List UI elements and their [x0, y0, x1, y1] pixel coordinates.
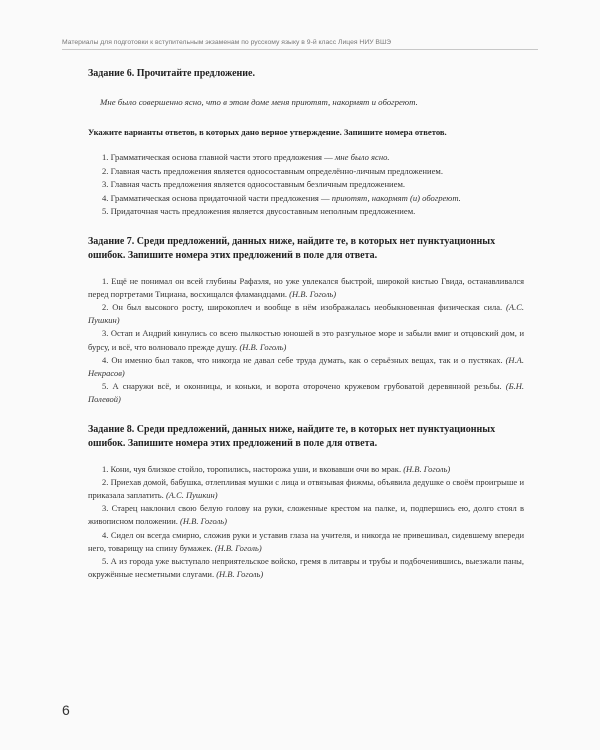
- task6-instruction: Укажите варианты ответов, в которых дано верное утверждение. Запишите номера ответов.: [88, 127, 447, 137]
- task7-sentence-2: 2. Он был высокого росту, широкоплеч и вообще в нём изображалась необыкновенная физическая сила. (А.С. Пушкин): [88, 301, 524, 326]
- task8-sentence-1: 1. Кони, чуя близкое стойло, торопились, насторожа уши, и вковавши очи во мрак. (Н.В. Гоголь): [102, 463, 451, 474]
- task6-option-4: 4. Грамматическая основа придаточной части предложения — приютят, накормят (и) обогреют.: [102, 192, 461, 203]
- task6-options: [88, 151, 524, 219]
- running-header: Материалы для подготовки к вступительным экзаменам по русскому языку в 9-й класс Лицея НИУ ВШЭ: [62, 39, 538, 50]
- task8-sentence-2: 2. Приехав домой, бабушка, отлепливая мушки с лица и отвязывая фижмы, объявила дедушке о своём проигрыше и приказала заплатить. (А.С. Пушкин): [88, 476, 524, 500]
- task6-sentence: Мне было совершенно ясно, что в этом доме меня приютят, накормят и обогреют.: [100, 97, 418, 107]
- task8-sentence-5: 5. А из города уже выступало неприятельское войско, гремя в литавры и трубы и подбоченившись, выезжали паны, окружённые несметными слугами. (Н.В. Гоголь): [88, 555, 524, 580]
- page-number: 6: [62, 702, 70, 718]
- task7-sentence-1: 1. Ещё не понимал он всей глубины Рафаэля, но уже увлекался быстрой, широкой кистью Гвида, останавливался перед портретами Тициана, восхищался фламандцами. (Н.В. Гоголь): [88, 275, 524, 299]
- task8-title: Задание 8. Среди предложений, данных ниже, найдите те, в которых нет пунктуационных ошибок. Запишите номера этих предложений в поле для ответа.: [88, 423, 496, 449]
- task8-sentence-3: 3. Старец наклонил свою белую голову на руки, сложенные крестом на палке, и, подпершись ею, долго стоял в живописном положении. (Н.В. Гоголь): [88, 503, 524, 527]
- task8-sentence-4: 4. Сидел он всегда смирно, сложив руки и уставив глаза на учителя, и никогда не привешивал, сидевшему впереди него, товарищу на спину бумажек. (Н.В. Гоголь): [88, 529, 524, 553]
- task6-title: Задание 6. Прочитайте предложение.: [88, 68, 255, 79]
- task6-option-2: 2. Главная часть предложения является односоставным определённо-личным предложением.: [102, 165, 444, 176]
- task7-title: Задание 7. Среди предложений, данных ниже, найдите те, в которых нет пунктуационных ошибок. Запишите номера этих предложений в поле для ответа.: [88, 235, 496, 261]
- task7-sentence-5: 5. А снаружи всё, и оконницы, и коньки, и ворота оторочено кружевом грубоватой деревянной резьбы. (Б.Н. Полевой): [88, 381, 524, 405]
- task7-sentence-3: 3. Остап и Андрий кинулись со всею пылкостью юношей в это разгульное море и забыли вмиг и отцовский дом, и бурсу, и всё, что волновало прежде душу. (Н.В. Гоголь): [88, 328, 524, 352]
- task8-sentences: [88, 463, 524, 582]
- task6-option-5: 5. Придаточная часть предложения является двусоставным неполным предложением.: [102, 206, 416, 216]
- task6-option-3: 3. Главная часть предложения является односоставным безличным предложением.: [102, 179, 406, 189]
- task7-sentences: [88, 275, 524, 407]
- task6-option-1: 1. Грамматическая основа главной части этого предложения — мне было ясно.: [102, 152, 390, 162]
- task7-sentence-4: 4. Он именно был таков, что никогда не давал себе труда думать, как о серьёзных вещах, так и о пустяках. (Н.А. Некрасов): [88, 354, 524, 378]
- page-content: [88, 67, 524, 581]
